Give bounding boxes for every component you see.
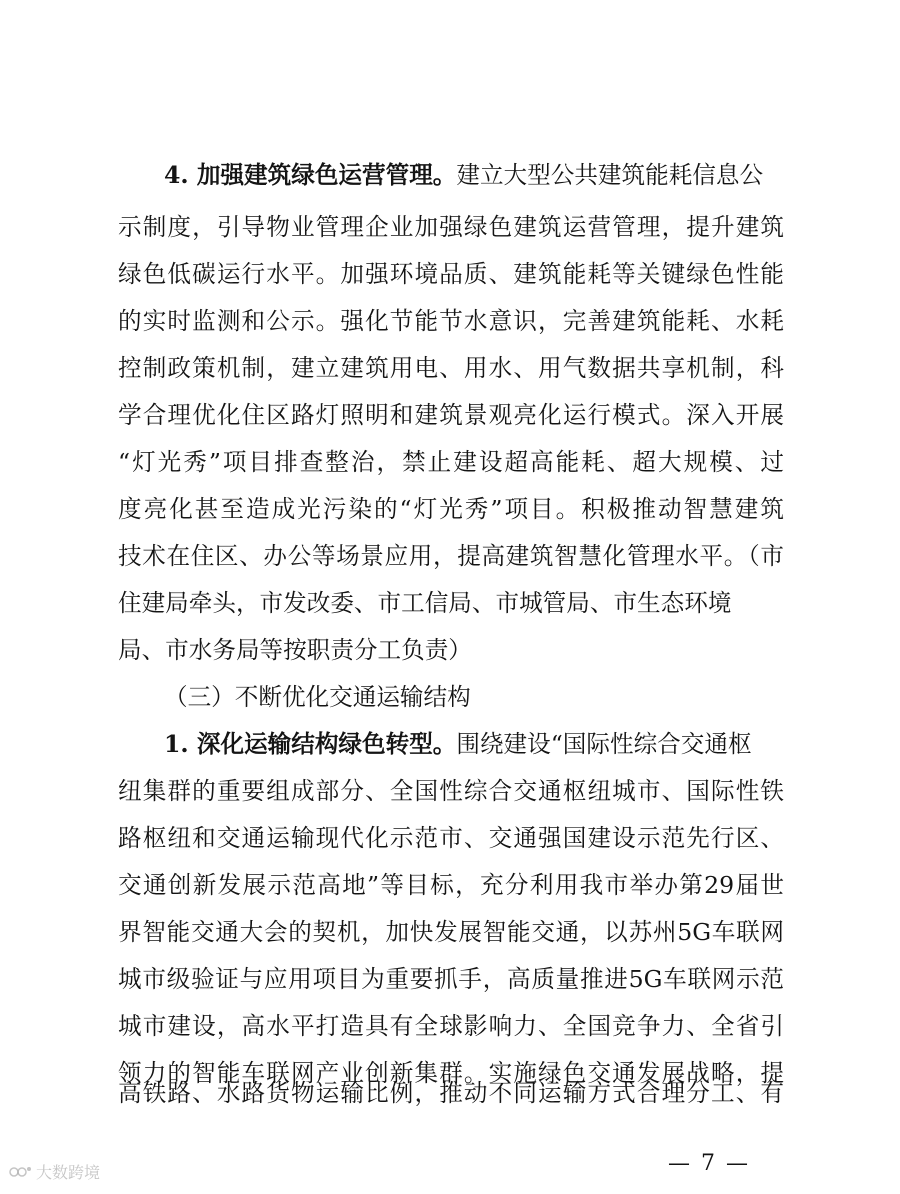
paragraph-line: 示制度，引导物业管理企业加强绿色建筑运营管理，提升建筑 — [118, 213, 784, 241]
paragraph-line: 局、市水务局等按职责分工负责） — [118, 636, 472, 664]
paragraph-line: 控制政策机制，建立建筑用电、用水、用气数据共享机制，科 — [118, 354, 784, 382]
section-subheading: （三）不断优化交通运输结构 — [164, 683, 471, 711]
paragraph-line: 技术在住区、办公等场景应用，提高建筑智慧化管理水平。（市 — [118, 542, 784, 570]
paragraph-line: 交通创新发展示范高地”等目标，充分利用我市举办第29届世 — [118, 871, 784, 899]
watermark-logo-icon — [8, 1163, 32, 1181]
paragraph-line: 纽集群的重要组成部分、全国性综合交通枢纽城市、国际性铁 — [118, 777, 784, 805]
item-heading: 4. 加强建筑绿色运营管理。 — [164, 161, 457, 189]
paragraph-line: 学合理优化住区路灯照明和建筑景观亮化运行模式。深入开展 — [118, 401, 784, 429]
paragraph-line: 城市建设，高水平打造具有全球影响力、全国竞争力、全省引 — [118, 1012, 784, 1040]
paragraph-text: 围绕建设“国际性综合交通枢 — [456, 730, 752, 758]
paragraph-line: 城市级验证与应用项目为重要抓手，高质量推进5G车联网示范 — [118, 965, 784, 993]
item-heading: 1. 深化运输结构绿色转型。 — [164, 730, 457, 758]
paragraph-line: “灯光秀”项目排查整治，禁止建设超高能耗、超大规模、过 — [118, 448, 784, 476]
paragraph-line: 高铁路、水路货物运输比例，推动不同运输方式合理分工、有 — [118, 1079, 784, 1107]
paragraph-line: 路枢纽和交通运输现代化示范市、交通强国建设示范先行区、 — [118, 824, 784, 852]
page-number: — 7 — — [668, 1151, 750, 1176]
paragraph-line — [164, 160, 784, 190]
paragraph-line: 度亮化甚至造成光污染的“灯光秀”项目。积极推动智慧建筑 — [118, 495, 784, 523]
paragraph-line — [164, 729, 784, 759]
paragraph-line: 界智能交通大会的契机，加快发展智能交通，以苏州5G车联网 — [118, 918, 784, 946]
paragraph-line: 住建局牵头，市发改委、市工信局、市城管局、市生态环境 — [118, 589, 732, 617]
paragraph-line: 绿色低碳运行水平。加强环境品质、建筑能耗等关键绿色性能 — [118, 260, 784, 288]
paragraph-line: 的实时监测和公示。强化节能节水意识，完善建筑能耗、水耗 — [118, 307, 784, 335]
paragraph-text: 建立大型公共建筑能耗信息公 — [456, 161, 764, 189]
watermark-text: 大数跨境 — [36, 1163, 101, 1182]
paragraph-line: 领力的智能车联网产业创新集群。实施绿色交通发展战略，提 — [118, 1059, 784, 1087]
watermark — [8, 1160, 100, 1183]
